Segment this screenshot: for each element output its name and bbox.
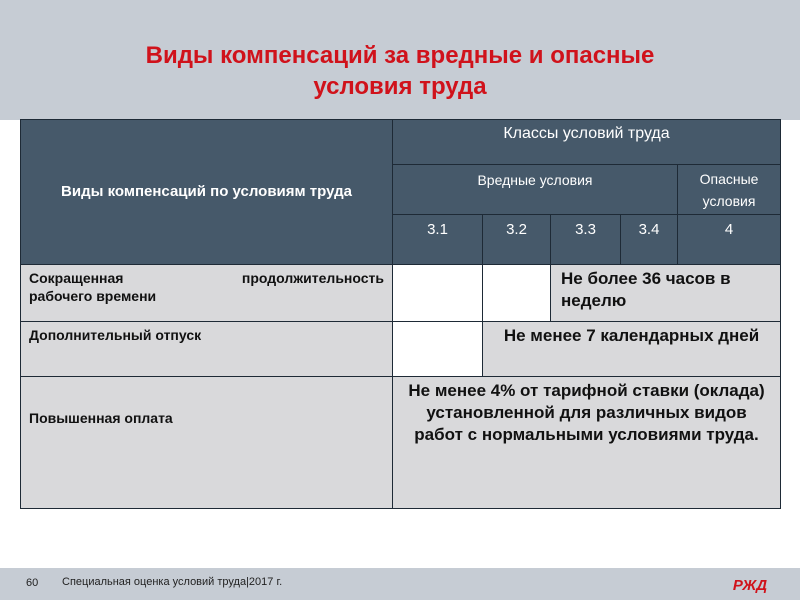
cell-reduced-hours-3-1 (393, 265, 483, 322)
cell-increased-pay-value: Не менее 4% от тарифной ставки (оклада) установленной для различных видов работ с нормальными условиями труда. (393, 377, 781, 509)
header-dangerous-conditions: Опасные условия (678, 165, 781, 215)
slide-title-line-1: Виды компенсаций за вредные и опасные (145, 42, 655, 69)
rzd-logo-text: РЖД (732, 577, 768, 594)
row-label-extra-vacation: Дополнительный отпуск (21, 322, 393, 377)
footer-text: Специальная оценка условий труда|2017 г. (62, 576, 283, 588)
header-class-4: 4 (678, 215, 781, 265)
row-label-increased-pay: Повышенная оплата (21, 377, 393, 509)
header-class-3-2: 3.2 (483, 215, 551, 265)
header-compensation-types: Виды компенсаций по условиям труда (21, 120, 393, 265)
header-work-classes: Классы условий труда (393, 120, 781, 165)
header-harmful-conditions: Вредные условия (393, 165, 678, 215)
header-class-3-4: 3.4 (621, 215, 678, 265)
cell-extra-vacation-value: Не менее 7 календарных дней (483, 322, 781, 377)
slide-title-line-2: условия труда (313, 73, 487, 100)
compensation-table (20, 119, 781, 509)
row-label-reduced-hours (21, 265, 393, 322)
rzd-logo-icon (728, 574, 772, 594)
cell-reduced-hours-value: Не более 36 часов в неделю (551, 265, 781, 322)
page-number: 60 (26, 577, 39, 589)
cell-extra-vacation-3-1 (393, 322, 483, 377)
header-class-3-1: 3.1 (393, 215, 483, 265)
slide-title (0, 40, 800, 102)
row-label-reduced-hours-line-2: рабочего времени (29, 288, 157, 304)
row-label-reduced-hours-line-1: Сокращенная продолжительность (29, 270, 384, 286)
cell-reduced-hours-3-2 (483, 265, 551, 322)
header-class-3-3: 3.3 (551, 215, 621, 265)
